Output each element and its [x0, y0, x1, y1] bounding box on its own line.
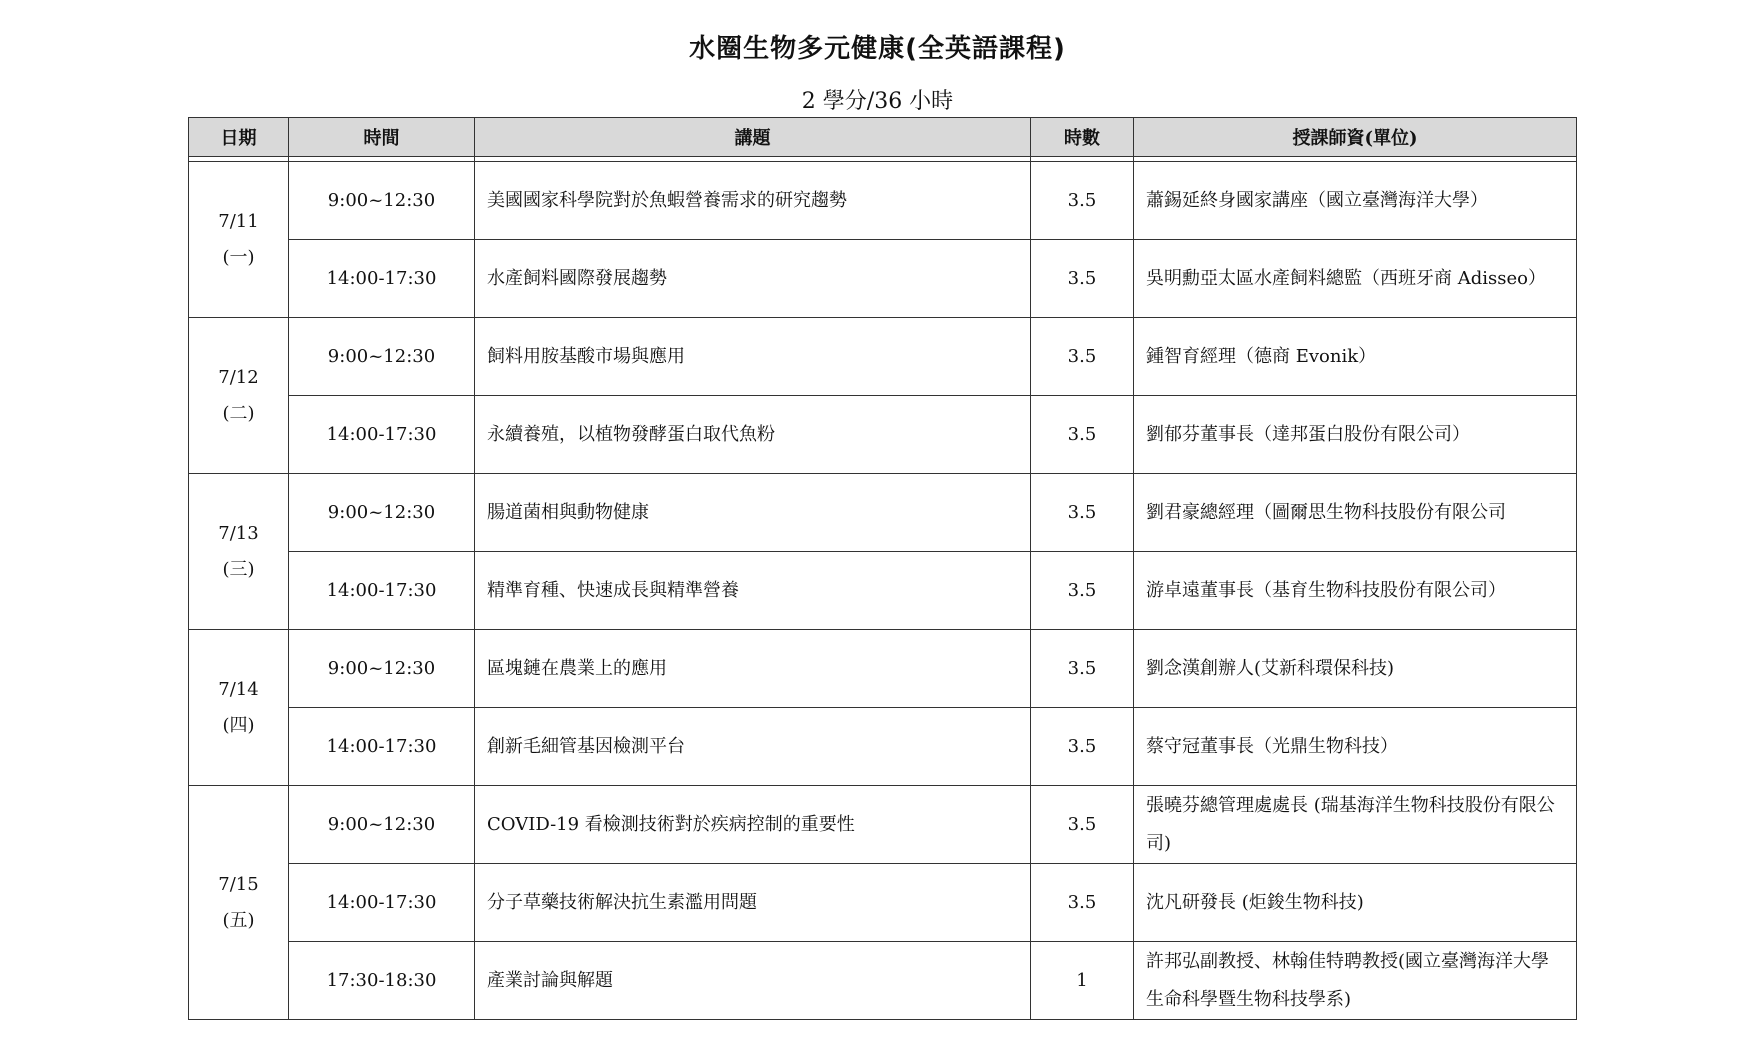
- time-cell: 14:00-17:30: [289, 708, 475, 786]
- date-cell: [189, 474, 289, 630]
- lecturer-cell: 吳明勳亞太區水產飼料總監（西班牙商 Adisseo）: [1134, 240, 1577, 318]
- hours-cell: 3.5: [1031, 318, 1134, 396]
- weekday-label: (一): [222, 246, 255, 268]
- header-time: 時間: [289, 118, 475, 157]
- topic-cell: 永續養殖，以植物發酵蛋白取代魚粉: [475, 396, 1031, 474]
- topic-cell: 創新毛細管基因檢測平台: [475, 708, 1031, 786]
- topic-cell: 水產飼料國際發展趨勢: [475, 240, 1031, 318]
- date-cell: [189, 630, 289, 786]
- time-cell: 9:00~12:30: [289, 318, 475, 396]
- time-cell: 9:00~12:30: [289, 162, 475, 240]
- lecturer-cell: 張曉芬總管理處處長 (瑞基海洋生物科技股份有限公司): [1134, 786, 1577, 864]
- hours-cell: 3.5: [1031, 552, 1134, 630]
- header-lecturer: 授課師資(單位): [1134, 118, 1577, 157]
- time-cell: 14:00-17:30: [289, 396, 475, 474]
- hours-cell: 3.5: [1031, 864, 1134, 942]
- table-row: [189, 240, 1577, 318]
- date-cell: [189, 786, 289, 1020]
- table-row: [189, 630, 1577, 708]
- hours-cell: 3.5: [1031, 786, 1134, 864]
- date-cell: [189, 318, 289, 474]
- time-cell: 9:00~12:30: [289, 474, 475, 552]
- hours-cell: 3.5: [1031, 240, 1134, 318]
- table-row: [189, 786, 1577, 864]
- table-row: [189, 552, 1577, 630]
- time-cell: 14:00-17:30: [289, 240, 475, 318]
- date-label: 7/13: [218, 522, 259, 544]
- lecturer-cell: 蕭錫延終身國家講座（國立臺灣海洋大學）: [1134, 162, 1577, 240]
- hours-cell: 1: [1031, 942, 1134, 1020]
- weekday-label: (三): [222, 558, 255, 580]
- topic-cell: 美國國家科學院對於魚蝦營養需求的研究趨勢: [475, 162, 1031, 240]
- hours-cell: 3.5: [1031, 162, 1134, 240]
- table-row: [189, 396, 1577, 474]
- hours-cell: 3.5: [1031, 474, 1134, 552]
- lecturer-cell: 沈凡研發長 (炬鋑生物科技): [1134, 864, 1577, 942]
- weekday-label: (二): [222, 402, 255, 424]
- topic-cell: 區塊鏈在農業上的應用: [475, 630, 1031, 708]
- lecturer-cell: 蔡守冠董事長（光鼎生物科技）: [1134, 708, 1577, 786]
- time-cell: 14:00-17:30: [289, 552, 475, 630]
- table-row: [189, 474, 1577, 552]
- header-hours: 時數: [1031, 118, 1134, 157]
- table-row: [189, 708, 1577, 786]
- topic-cell: 腸道菌相與動物健康: [475, 474, 1031, 552]
- table-row: [189, 864, 1577, 942]
- page-subtitle: 2 學分/36 小時: [801, 89, 954, 114]
- lecturer-cell: 鍾智育經理（德商 Evonik）: [1134, 318, 1577, 396]
- schedule-table: [188, 117, 1577, 1020]
- table-row: [189, 162, 1577, 240]
- header-row: [189, 118, 1577, 157]
- lecturer-cell: 劉君豪總經理（圖爾思生物科技股份有限公司: [1134, 474, 1577, 552]
- header-date: 日期: [189, 118, 289, 157]
- topic-cell: 分子草藥技術解決抗生素濫用問題: [475, 864, 1031, 942]
- weekday-label: (五): [222, 909, 255, 931]
- table-row: [189, 942, 1577, 1020]
- time-cell: 9:00~12:30: [289, 630, 475, 708]
- lecturer-cell: 劉念漢創辦人(艾新科環保科技): [1134, 630, 1577, 708]
- date-label: 7/12: [218, 366, 259, 388]
- time-cell: 9:00~12:30: [289, 786, 475, 864]
- date-label: 7/14: [218, 678, 259, 700]
- page-title: 水圈生物多元健康(全英語課程): [689, 34, 1066, 64]
- lecturer-cell: 游卓遠董事長（基育生物科技股份有限公司）: [1134, 552, 1577, 630]
- lecturer-cell: 劉郁芬董事長（達邦蛋白股份有限公司）: [1134, 396, 1577, 474]
- topic-cell: 飼料用胺基酸市場與應用: [475, 318, 1031, 396]
- weekday-label: (四): [222, 714, 255, 736]
- date-label: 7/11: [218, 210, 259, 232]
- date-label: 7/15: [218, 873, 259, 895]
- topic-cell: COVID-19 看檢測技術對於疾病控制的重要性: [475, 786, 1031, 864]
- topic-cell: 精準育種、快速成長與精準營養: [475, 552, 1031, 630]
- hours-cell: 3.5: [1031, 708, 1134, 786]
- header-topic: 講題: [475, 118, 1031, 157]
- topic-cell: 產業討論與解題: [475, 942, 1031, 1020]
- table-row: [189, 318, 1577, 396]
- hours-cell: 3.5: [1031, 630, 1134, 708]
- lecturer-cell: 許邦弘副教授、林翰佳特聘教授(國立臺灣海洋大學生命科學暨生物科技學系): [1134, 942, 1577, 1020]
- hours-cell: 3.5: [1031, 396, 1134, 474]
- time-cell: 14:00-17:30: [289, 864, 475, 942]
- date-cell: [189, 162, 289, 318]
- time-cell: 17:30-18:30: [289, 942, 475, 1020]
